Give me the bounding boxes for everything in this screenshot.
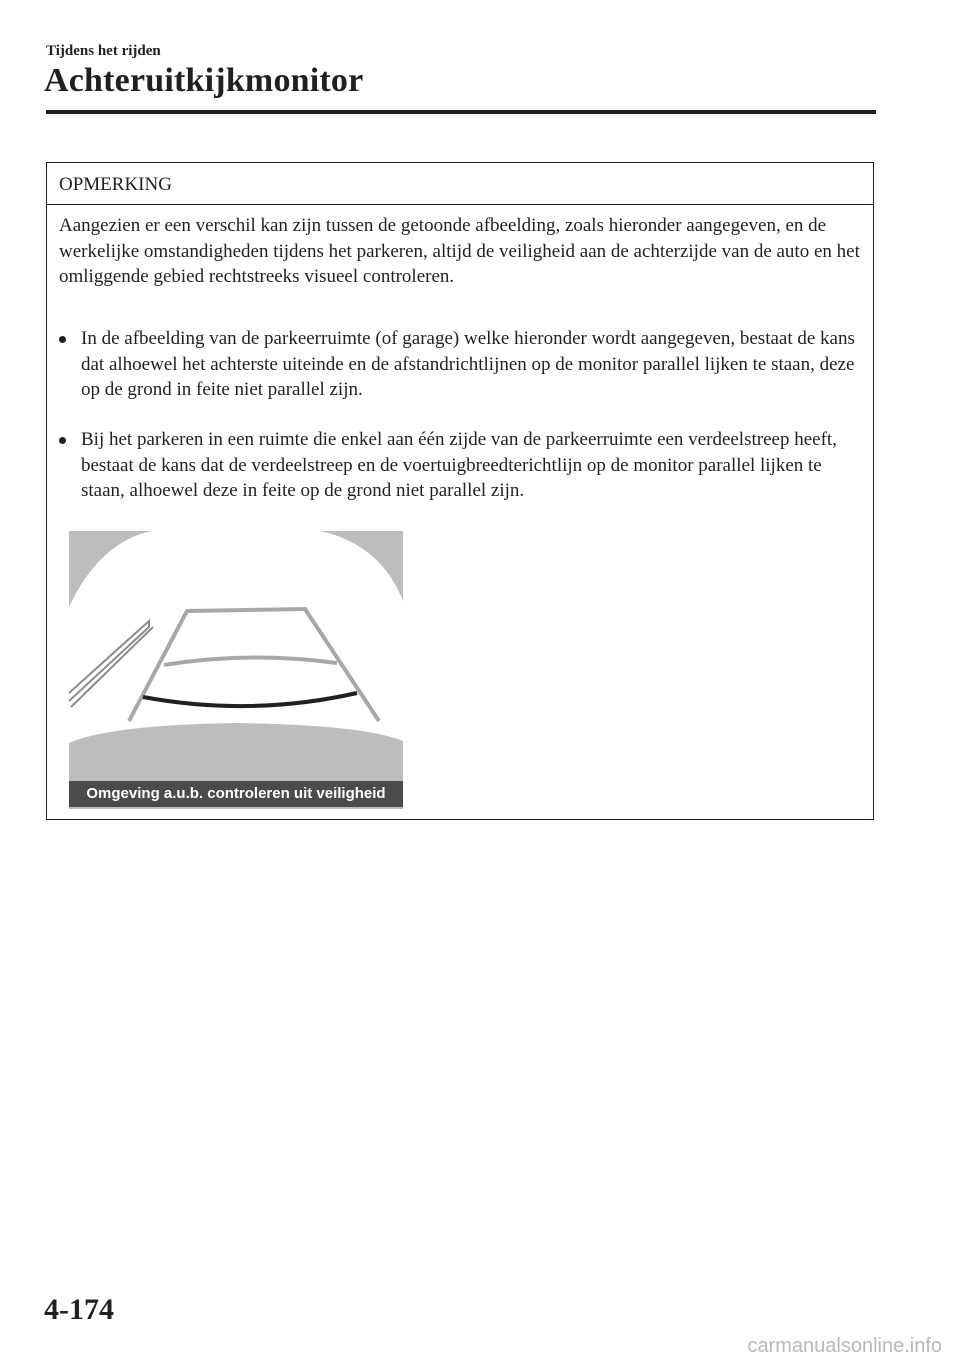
- note-box: [46, 162, 874, 820]
- page-title: Achteruitkijkmonitor: [44, 62, 364, 99]
- page-number: 4-174: [44, 1293, 114, 1326]
- bullet-icon: [59, 437, 66, 444]
- title-rule: [46, 110, 876, 114]
- monitor-screen: [69, 531, 403, 809]
- watermark: carmanualsonline.info: [747, 1335, 942, 1357]
- bullet-icon: [59, 336, 66, 343]
- note-intro: Aangezien er een verschil kan zijn tussen de getoonde afbeelding, zoals hieronder aangegeven, en de werkelijke omstandigheden tijdens het parkeren, altijd de veiligheid aan de achterzijde van de auto en het omliggende gebied rechtstreeks visueel controleren.: [59, 215, 860, 287]
- note-bullet-text: Bij het parkeren in een ruimte die enkel aan één zijde van de parkeerruimte een verdeelstreep heeft, bestaat de kans dat de verdeelstreep en de voertuigbreedterichtlijn op de monitor parallel lijken te staan, alhoewel deze in feite op de grond niet parallel zijn.: [81, 429, 837, 501]
- note-bullet: [59, 326, 867, 403]
- note-heading: OPMERKING: [47, 163, 873, 205]
- rear-camera-monitor-illustration: [69, 531, 403, 809]
- note-bullet-text: In de afbeelding van de parkeerruimte (of garage) welke hieronder wordt aangegeven, bestaat de kans dat alhoewel het achterste uiteinde en de afstandrichtlijnen op de monitor parallel lijken te staan, deze op de grond in feite niet parallel zijn.: [81, 328, 855, 400]
- monitor-caption: Omgeving a.u.b. controleren uit veiligheid: [69, 781, 403, 807]
- section-label: Tijdens het rijden: [46, 43, 161, 59]
- note-bullet: [59, 427, 867, 504]
